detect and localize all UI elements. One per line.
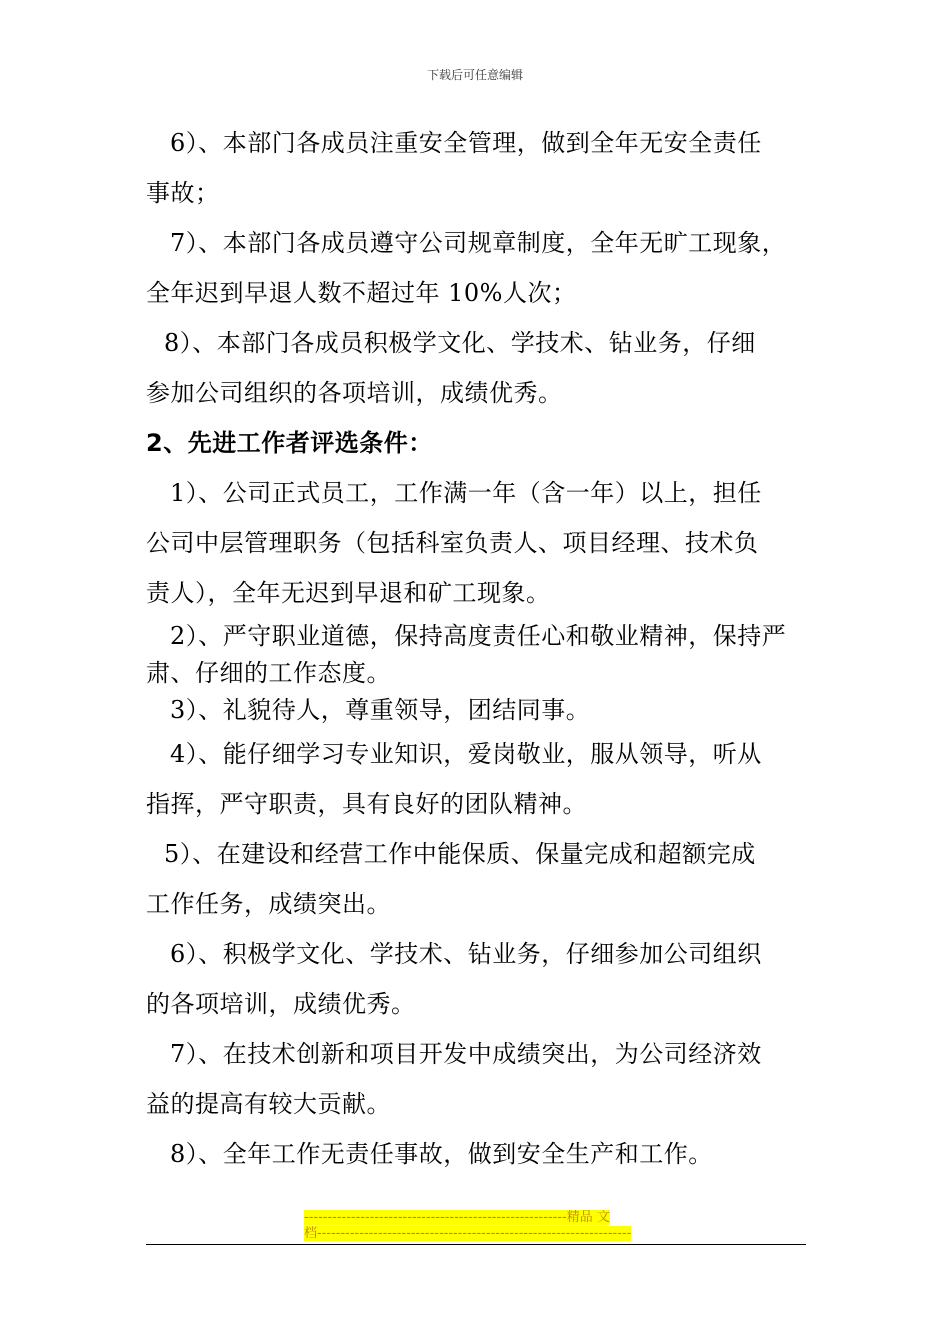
paragraph-line: 8）、全年工作无责任事故，做到安全生产和工作。 <box>170 1140 713 1168</box>
paragraph-line: 6）、本部门各成员注重安全管理，做到全年无安全责任 <box>170 129 762 157</box>
paragraph-line: 7）、在技术创新和项目开发中成绩突出，为公司经济效 <box>170 1040 762 1068</box>
paragraph-line: 益的提高有较大贡献。 <box>146 1090 391 1118</box>
paragraph-line: 的各项培训，成绩优秀。 <box>146 990 416 1018</box>
paragraph-line: 指挥，严守职责，具有良好的团队精神。 <box>146 790 587 818</box>
paragraph-line: 6）、积极学文化、学技术、钻业务，仔细参加公司组织 <box>170 940 762 968</box>
paragraph-line: 责人），全年无迟到早退和矿工现象。 <box>146 579 551 607</box>
footer-divider <box>146 1244 806 1245</box>
paragraph-line: 4）、能仔细学习专业知识，爱岗敬业，服从领导，听从 <box>170 740 762 768</box>
paragraph-line: 8）、本部门各成员积极学文化、学技术、钻业务，仔细 <box>164 329 756 357</box>
paragraph-line: 3）、礼貌待人，尊重领导，团结同事。 <box>170 696 591 724</box>
paragraph-line: 工作任务，成绩突出。 <box>146 890 391 918</box>
paragraph-line: 7）、本部门各成员遵守公司规章制度，全年无旷工现象， <box>170 229 787 257</box>
footer-watermark <box>304 1210 644 1242</box>
paragraph-line: 公司中层管理职务（包括科室负责人、项目经理、技术负 <box>146 529 759 557</box>
paragraph-line: 肃、仔细的工作态度。 <box>146 659 391 687</box>
paragraph-line: 1）、公司正式员工，工作满一年（含一年）以上，担任 <box>170 479 762 507</box>
paragraph-line: 参加公司组织的各项培训，成绩优秀。 <box>146 379 563 407</box>
paragraph-line: 2）、严守职业道德，保持高度责任心和敬业精神，保持严 <box>170 622 787 650</box>
footer-watermark-line: 档------------------------------------------------------------------- <box>304 1226 632 1241</box>
footer-watermark-line: --------------------------------------------------------精品 文 <box>304 1210 610 1225</box>
document-body <box>146 118 806 1179</box>
header-note: 下载后可任意编辑 <box>426 68 523 82</box>
paragraph-line: 5）、在建设和经营工作中能保质、保量完成和超额完成 <box>164 840 756 868</box>
paragraph-line: 事故； <box>146 179 220 207</box>
paragraph-line: 全年迟到早退人数不超过年 10%人次； <box>146 279 577 307</box>
section-heading: 2、先进工作者评选条件： <box>146 429 433 457</box>
